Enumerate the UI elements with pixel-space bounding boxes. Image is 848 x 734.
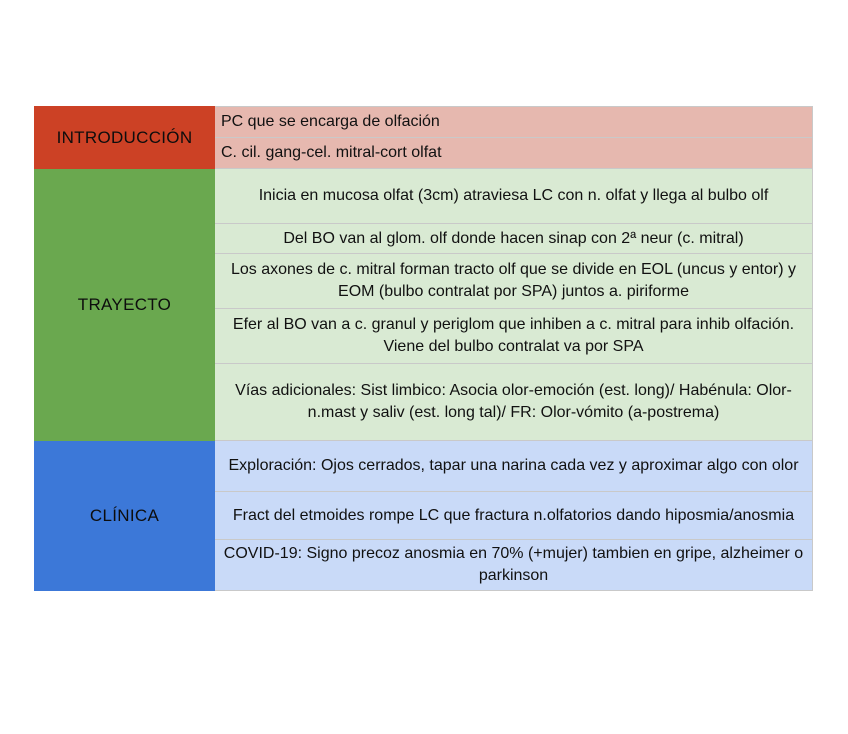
clinica-row-2: Fract del etmoides rompe LC que fractura n.olfatorios dando hiposmia/anosmia [215,492,813,540]
trayecto-row-4: Efer al BO van a c. granul y periglom que inhiben a c. mitral para inhib olfación. Viene del bulbo contralat va por SPA [215,309,813,364]
clinica-row-1: Exploración: Ojos cerrados, tapar una narina cada vez y aproximar algo con olor [215,441,813,492]
table-row [35,107,813,138]
trayecto-row-5: Vías adicionales: Sist limbico: Asocia olor-emoción (est. long)/ Habénula: Olor-n.mast y saliv (est. long tal)/ FR: Olor-vómito (a-postrema) [215,364,813,441]
olfactory-nerve-table [34,106,813,591]
table-row [35,441,813,492]
intro-row-2: C. cil. gang-cel. mitral-cort olfat [215,138,813,169]
intro-row-1: PC que se encarga de olfación [215,107,813,138]
trayecto-row-2: Del BO van al glom. olf donde hacen sinap con 2ª neur (c. mitral) [215,224,813,254]
trayecto-row-1: Inicia en mucosa olfat (3cm) atraviesa LC con n. olfat y llega al bulbo olf [215,169,813,224]
trayecto-row-3: Los axones de c. mitral forman tracto olf que se divide en EOL (uncus y entor) y EOM (bulbo contralat por SPA) juntos a. piriforme [215,254,813,309]
section-trayecto: TRAYECTO [35,169,215,441]
clinica-row-3: COVID-19: Signo precoz anosmia en 70% (+mujer) tambien en gripe, alzheimer o parkinson [215,540,813,591]
table-row [35,169,813,224]
section-clinica: CLÍNICA [35,441,215,591]
section-introduccion: INTRODUCCIÓN [35,107,215,169]
